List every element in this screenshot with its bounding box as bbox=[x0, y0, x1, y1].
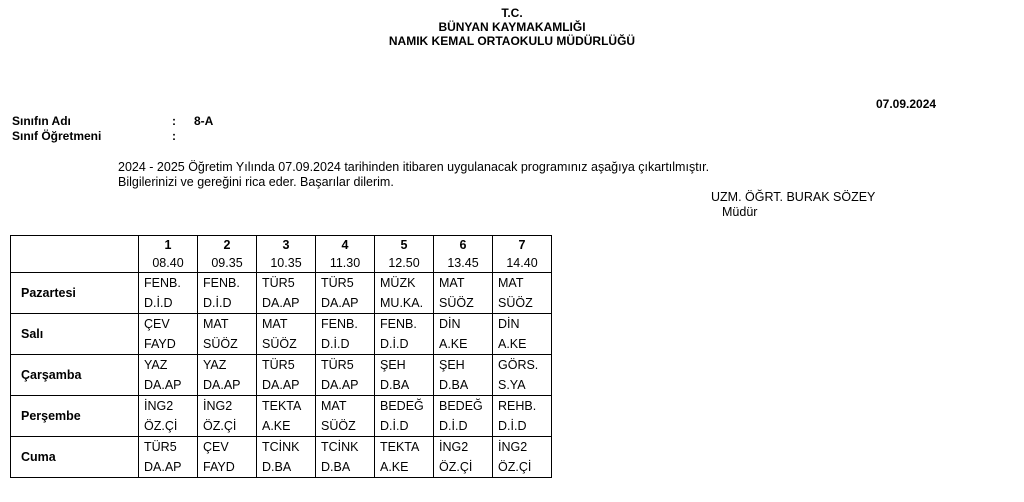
lesson-cell bbox=[257, 355, 316, 396]
period-number: 7 bbox=[518, 238, 526, 252]
lesson-teacher: D.İ.D bbox=[498, 419, 527, 433]
lesson-cell bbox=[434, 396, 493, 437]
lesson-cell bbox=[375, 396, 434, 437]
lesson-cell bbox=[198, 355, 257, 396]
period-header-cell bbox=[434, 236, 493, 273]
lesson-subject: REHB. bbox=[498, 399, 537, 413]
lesson-subject: BEDEĞ bbox=[380, 399, 424, 413]
period-time: 12.50 bbox=[388, 256, 420, 270]
period-header-cell bbox=[316, 236, 375, 273]
lesson-cell bbox=[493, 314, 552, 355]
lesson-subject: FENB. bbox=[203, 276, 240, 290]
day-row bbox=[11, 314, 552, 355]
lesson-subject: MÜZK bbox=[380, 276, 416, 290]
lesson-teacher: DA.AP bbox=[203, 378, 241, 392]
lesson-cell bbox=[198, 314, 257, 355]
header-corner-cell bbox=[11, 236, 139, 273]
lesson-cell bbox=[139, 355, 198, 396]
lesson-cell bbox=[198, 273, 257, 314]
period-header-cell bbox=[493, 236, 552, 273]
lesson-cell bbox=[316, 314, 375, 355]
period-number: 1 bbox=[164, 238, 172, 252]
day-row bbox=[11, 396, 552, 437]
period-header-cell bbox=[139, 236, 198, 273]
day-name: Perşembe bbox=[11, 396, 139, 437]
lesson-subject: TÜR5 bbox=[262, 276, 295, 290]
lesson-cell bbox=[375, 437, 434, 478]
lesson-cell bbox=[198, 437, 257, 478]
lesson-teacher: DA.AP bbox=[262, 378, 300, 392]
lesson-cell bbox=[257, 437, 316, 478]
letter-line-2: Bilgilerinizi ve gereğini rica eder. Başarılar dilerim. bbox=[118, 175, 394, 189]
lesson-subject: İNG2 bbox=[144, 399, 174, 413]
lesson-teacher: D.İ.D bbox=[439, 419, 468, 433]
lesson-teacher: D.İ.D bbox=[380, 337, 409, 351]
lesson-teacher: D.İ.D bbox=[203, 296, 232, 310]
class-name-value: 8-A bbox=[194, 114, 214, 128]
lesson-teacher: D.İ.D bbox=[144, 296, 173, 310]
day-row bbox=[11, 355, 552, 396]
lesson-cell bbox=[139, 314, 198, 355]
lesson-teacher: D.BA bbox=[439, 378, 469, 392]
lesson-subject: MAT bbox=[498, 276, 524, 290]
lesson-subject: YAZ bbox=[203, 358, 227, 372]
period-header-cell bbox=[375, 236, 434, 273]
period-number: 4 bbox=[341, 238, 349, 252]
class-name-label: Sınıfın Adı bbox=[12, 114, 71, 128]
class-teacher-label: Sınıf Öğretmeni bbox=[12, 129, 102, 143]
lesson-teacher: SÜÖZ bbox=[498, 296, 533, 310]
lesson-cell bbox=[434, 437, 493, 478]
principal-name: UZM. ÖĞRT. BURAK SÖZEY bbox=[711, 190, 876, 204]
lesson-teacher: DA.AP bbox=[321, 378, 359, 392]
lesson-teacher: A.KE bbox=[262, 419, 291, 433]
lesson-subject: ŞEH bbox=[380, 358, 406, 372]
lesson-cell bbox=[316, 355, 375, 396]
lesson-teacher: SÜÖZ bbox=[203, 337, 238, 351]
lesson-subject: İNG2 bbox=[498, 440, 528, 454]
lesson-subject: ŞEH bbox=[439, 358, 465, 372]
day-name: Çarşamba bbox=[11, 355, 139, 396]
lesson-subject: ÇEV bbox=[144, 317, 170, 331]
lesson-subject: MAT bbox=[321, 399, 347, 413]
lesson-subject: TEKTA bbox=[380, 440, 420, 454]
principal-signature bbox=[711, 190, 875, 220]
period-time: 10.35 bbox=[270, 256, 302, 270]
lesson-subject: MAT bbox=[203, 317, 229, 331]
day-row bbox=[11, 437, 552, 478]
lesson-teacher: FAYD bbox=[203, 460, 235, 474]
lesson-subject: TÜR5 bbox=[262, 358, 295, 372]
period-header-row bbox=[11, 236, 552, 273]
lesson-subject: TÜR5 bbox=[321, 276, 354, 290]
lesson-cell bbox=[139, 396, 198, 437]
lesson-teacher: D.BA bbox=[262, 460, 292, 474]
lesson-cell bbox=[434, 355, 493, 396]
class-name-colon: : bbox=[172, 114, 176, 128]
lesson-subject: İNG2 bbox=[439, 440, 469, 454]
principal-title: Müdür bbox=[722, 205, 758, 219]
lesson-subject: TCİNK bbox=[321, 440, 359, 454]
lesson-subject: TÜR5 bbox=[321, 358, 354, 372]
lesson-teacher: D.İ.D bbox=[321, 337, 350, 351]
period-header-cell bbox=[198, 236, 257, 273]
lesson-cell bbox=[375, 273, 434, 314]
lesson-cell bbox=[139, 273, 198, 314]
lesson-subject: DİN bbox=[498, 317, 520, 331]
letter-line-1: 2024 - 2025 Öğretim Yılında 07.09.2024 tarihinden itibaren uygulanacak programınız aşağıya çıkartılmıştır. bbox=[118, 160, 710, 174]
letter-body bbox=[118, 160, 709, 190]
lesson-cell bbox=[257, 396, 316, 437]
lesson-teacher: ÖZ.Çİ bbox=[144, 419, 178, 433]
lesson-subject: GÖRS. bbox=[498, 358, 539, 372]
period-time: 14.40 bbox=[506, 256, 538, 270]
lesson-teacher: A.KE bbox=[498, 337, 527, 351]
lesson-cell bbox=[493, 437, 552, 478]
lesson-subject: DİN bbox=[439, 317, 461, 331]
lesson-cell bbox=[434, 314, 493, 355]
lesson-cell bbox=[375, 355, 434, 396]
day-name: Salı bbox=[11, 314, 139, 355]
lesson-cell bbox=[198, 396, 257, 437]
lesson-cell bbox=[434, 273, 493, 314]
document-header bbox=[0, 6, 1024, 48]
schedule-table bbox=[10, 235, 552, 478]
lesson-teacher: SÜÖZ bbox=[321, 419, 356, 433]
lesson-teacher: ÖZ.Çİ bbox=[203, 419, 237, 433]
period-number: 3 bbox=[282, 238, 290, 252]
lesson-teacher: A.KE bbox=[439, 337, 468, 351]
lesson-subject: İNG2 bbox=[203, 399, 233, 413]
lesson-cell bbox=[316, 437, 375, 478]
period-number: 2 bbox=[223, 238, 231, 252]
lesson-cell bbox=[493, 273, 552, 314]
lesson-cell bbox=[139, 437, 198, 478]
lesson-teacher: SÜÖZ bbox=[439, 296, 474, 310]
class-teacher-colon: : bbox=[172, 129, 176, 143]
lesson-cell bbox=[493, 396, 552, 437]
lesson-cell bbox=[316, 396, 375, 437]
lesson-subject: YAZ bbox=[144, 358, 168, 372]
period-number: 5 bbox=[400, 238, 408, 252]
period-time: 09.35 bbox=[211, 256, 243, 270]
lesson-cell bbox=[316, 273, 375, 314]
period-header-cell bbox=[257, 236, 316, 273]
document-date: 07.09.2024 bbox=[876, 97, 937, 111]
lesson-teacher: D.İ.D bbox=[380, 419, 409, 433]
day-name: Cuma bbox=[11, 437, 139, 478]
lesson-teacher: ÖZ.Çİ bbox=[439, 460, 473, 474]
header-line-tc: T.C. bbox=[501, 6, 523, 20]
lesson-teacher: S.YA bbox=[498, 378, 526, 392]
period-time: 13.45 bbox=[447, 256, 479, 270]
lesson-subject: ÇEV bbox=[203, 440, 229, 454]
lesson-subject: TÜR5 bbox=[144, 440, 177, 454]
lesson-teacher: DA.AP bbox=[321, 296, 359, 310]
period-time: 08.40 bbox=[152, 256, 184, 270]
period-time: 11.30 bbox=[329, 256, 361, 270]
lesson-teacher: FAYD bbox=[144, 337, 176, 351]
lesson-teacher: A.KE bbox=[380, 460, 409, 474]
lesson-teacher: SÜÖZ bbox=[262, 337, 297, 351]
lesson-cell bbox=[493, 355, 552, 396]
lesson-teacher: D.BA bbox=[321, 460, 351, 474]
lesson-subject: MAT bbox=[439, 276, 465, 290]
lesson-teacher: DA.AP bbox=[144, 378, 182, 392]
lesson-cell bbox=[257, 314, 316, 355]
lesson-teacher: DA.AP bbox=[262, 296, 300, 310]
lesson-subject: FENB. bbox=[380, 317, 417, 331]
lesson-subject: FENB. bbox=[144, 276, 181, 290]
lesson-cell bbox=[257, 273, 316, 314]
lesson-teacher: DA.AP bbox=[144, 460, 182, 474]
day-name: Pazartesi bbox=[11, 273, 139, 314]
lesson-teacher: D.BA bbox=[380, 378, 410, 392]
day-row bbox=[11, 273, 552, 314]
lesson-cell bbox=[375, 314, 434, 355]
lesson-teacher: MU.KA. bbox=[380, 296, 424, 310]
lesson-subject: BEDEĞ bbox=[439, 399, 483, 413]
lesson-subject: FENB. bbox=[321, 317, 358, 331]
period-number: 6 bbox=[459, 238, 467, 252]
header-line-district: BÜNYAN KAYMAKAMLIĞI bbox=[438, 20, 586, 34]
lesson-subject: TEKTA bbox=[262, 399, 302, 413]
lesson-teacher: ÖZ.Çİ bbox=[498, 460, 532, 474]
header-line-school: NAMIK KEMAL ORTAOKULU MÜDÜRLÜĞÜ bbox=[388, 34, 636, 48]
lesson-subject: TCİNK bbox=[262, 440, 300, 454]
lesson-subject: MAT bbox=[262, 317, 288, 331]
